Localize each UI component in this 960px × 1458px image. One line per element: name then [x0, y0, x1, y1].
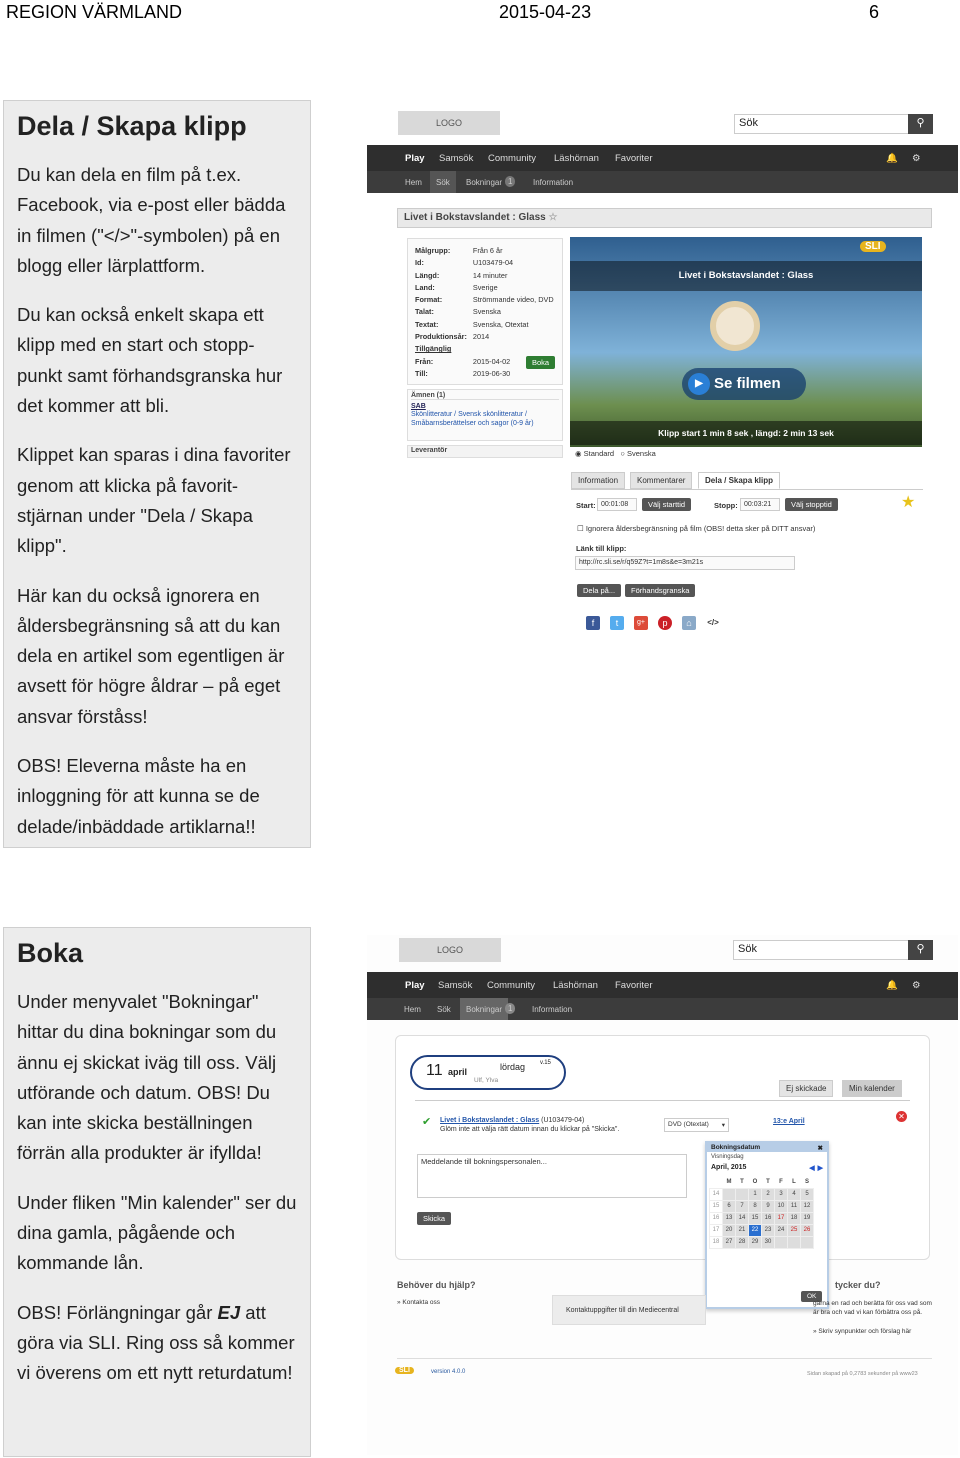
nav-play[interactable]: Play	[405, 979, 425, 991]
week-number: v.15	[540, 1060, 551, 1066]
calendar-day[interactable]: 8	[749, 1200, 762, 1212]
subnav-hem[interactable]: Hem	[404, 1004, 421, 1014]
date-picker-header	[707, 1143, 827, 1152]
calendar-day	[723, 1188, 736, 1200]
subjects-panel	[407, 389, 563, 441]
share-on-button[interactable]: Dela på...	[577, 584, 621, 597]
sli-footer-logo: SLI	[395, 1367, 414, 1374]
section-share-textbox	[3, 100, 311, 848]
meta-key: Land:	[415, 282, 435, 292]
date-month: april	[448, 1067, 468, 1077]
section-booking-textbox	[3, 927, 311, 1457]
week-number-cell: 15	[710, 1200, 723, 1212]
nav-play[interactable]: Play	[405, 152, 425, 164]
google-plus-icon[interactable]: g+	[634, 616, 648, 630]
meta-value: U103479-04	[472, 258, 514, 268]
video-thumbnail-shape	[710, 301, 760, 351]
nav-favoriter[interactable]: Favoriter	[615, 152, 653, 164]
week-number-cell: 17	[710, 1224, 723, 1236]
section-share-title: Dela / Skapa klipp	[17, 111, 247, 141]
tab-divider	[571, 489, 923, 490]
booking-item-id: (U103479-04)	[541, 1117, 585, 1124]
calendar-day[interactable]: 12	[801, 1200, 814, 1212]
calendar-day[interactable]: 18	[788, 1212, 801, 1224]
video-player[interactable]	[570, 237, 922, 447]
start-label: Start:	[576, 501, 596, 510]
film-title-text: Livet i Bokstavslandet : Glass	[404, 212, 546, 223]
footer-divider	[397, 1358, 932, 1359]
feedback-link[interactable]: » Skriv synpunkter och förslag här	[813, 1328, 912, 1335]
embed-icon[interactable]: </>	[706, 616, 720, 630]
subnav-bokningar[interactable]: Bokningar	[460, 998, 508, 1020]
bookings-count-badge: 1	[505, 1003, 515, 1014]
tab-divider	[415, 1100, 910, 1101]
date-weekday: lördag	[500, 1062, 526, 1072]
paragraph	[17, 1298, 297, 1389]
calendar-day[interactable]: 15	[749, 1212, 762, 1224]
calendar-day[interactable]: 27	[723, 1236, 736, 1248]
feedback-text: gärna en rad och berätta för oss vad som är bra och vad vi kan förbättra oss på.	[813, 1300, 932, 1316]
select-stop-button[interactable]: Välj stopptid	[785, 498, 838, 511]
calendar-grid	[709, 1177, 814, 1249]
film-title	[397, 208, 932, 228]
calendar-day	[788, 1236, 801, 1248]
calendar-day	[775, 1236, 788, 1248]
radio-icon[interactable]: ◉	[575, 449, 582, 458]
paragraph: OBS! Eleverna måste ha en inloggning för att kunna se de delade/inbäddade artiklarna!!	[17, 755, 260, 837]
search-icon[interactable]: ⚲	[908, 114, 933, 134]
contact-link[interactable]: » Kontakta oss	[397, 1299, 440, 1306]
nav-lashornan[interactable]: Läshörnan	[553, 979, 598, 991]
play-button[interactable]	[682, 368, 806, 400]
sli-logo: SLI	[860, 241, 886, 252]
meta-value: Sverige	[472, 282, 498, 292]
calendar-day[interactable]: 11	[788, 1200, 801, 1212]
date-day: 11	[426, 1062, 443, 1079]
weekday-header: F	[779, 1179, 783, 1186]
pinterest-icon[interactable]: p	[658, 616, 672, 630]
calendar-day[interactable]: 5	[801, 1188, 814, 1200]
nav-samsok[interactable]: Samsök	[439, 152, 474, 164]
text-span: att göra via SLI. Ring oss så kommer vi överens om ett nytt returdatum!	[17, 1301, 295, 1384]
weekday-header: O	[752, 1179, 758, 1186]
meta-value: 2019-06-30	[472, 368, 511, 378]
weekday-header: T	[766, 1179, 770, 1186]
help-title: Behöver du hjälp?	[397, 1280, 476, 1290]
subnav-bokningar[interactable]: Bokningar	[466, 177, 503, 187]
paragraph: Klippet kan sparas i dina favoriter genom att klicka på favorit-stjärnan under "Dela / Skapa klipp".	[17, 444, 291, 557]
weekday-header: M	[726, 1179, 732, 1186]
paragraph: Du kan dela en film på t.ex. Facebook, via e-post eller bädda in filmen ("</>"-symbolen) på en blogg eller lärplattform.	[17, 164, 286, 276]
weekday-header: T	[740, 1179, 744, 1186]
calendar-day[interactable]: 29	[749, 1236, 762, 1248]
calendar-day[interactable]: 6	[723, 1200, 736, 1212]
chevron-down-icon: ▾	[721, 1122, 725, 1129]
calendar-day[interactable]: 14	[736, 1212, 749, 1224]
tab-share-clip[interactable]: Dela / Skapa klipp	[698, 472, 780, 489]
date-picker-link[interactable]: 13:e April	[773, 1118, 805, 1125]
radio-svenska-label: Svenska	[626, 449, 656, 458]
booking-item	[440, 1116, 655, 1134]
message-textarea[interactable]	[417, 1154, 687, 1198]
meta-value: 2015-04-02	[472, 356, 511, 366]
favorite-star-icon[interactable]: ★	[901, 494, 916, 511]
subjects-header[interactable]: Ämnen (1)	[411, 392, 559, 400]
meta-key: Målgrupp:	[415, 246, 451, 255]
version-label: version 4.0.0	[431, 1369, 466, 1375]
prev-month-icon[interactable]: ◀	[809, 1165, 815, 1172]
calendar-day[interactable]: 19	[801, 1212, 814, 1224]
paragraph: Under menyvalet "Bokningar" hittar du dina bokningar som du ännu ej skickat iväg till oss. Välj utförande och datum. OBS! Du kan inte skicka beställningen förrän alla produkter är ifyllda!	[17, 991, 277, 1164]
tab-unsent[interactable]: Ej skickade	[779, 1080, 833, 1097]
calendar-day[interactable]: 20	[723, 1224, 736, 1236]
calendar-day[interactable]: 26	[801, 1224, 814, 1236]
send-button[interactable]: Skicka	[417, 1212, 451, 1225]
format-select[interactable]	[664, 1118, 729, 1132]
date-picker-label: Visningsdag	[711, 1154, 744, 1160]
calendar-day[interactable]: 30	[762, 1236, 775, 1248]
bell-icon[interactable]: 🔔	[886, 979, 898, 991]
sab-link[interactable]: Skönlitteratur / Svensk skönlitteratur / Småbarnsberättelser och sagor (0-9 år)	[411, 411, 534, 427]
weekday-header: L	[792, 1179, 796, 1186]
ok-button[interactable]: OK	[801, 1291, 822, 1302]
clip-info: Klipp start 1 min 8 sek , längd: 2 min 13 sek	[570, 421, 922, 445]
nav-favoriter[interactable]: Favoriter	[615, 979, 653, 991]
meta-value: Från 6 år	[472, 246, 503, 255]
section-booking-title: Boka	[17, 938, 84, 968]
preview-button[interactable]: Förhandsgranska	[625, 584, 695, 597]
calendar-day[interactable]: 16	[762, 1212, 775, 1224]
radio-standard-label: Standard	[583, 449, 615, 458]
calendar-day	[736, 1188, 749, 1200]
sub-nav	[367, 998, 958, 1020]
play-icon: ▶	[688, 373, 710, 395]
week-number-cell: 16	[710, 1212, 723, 1224]
main-nav	[367, 145, 958, 171]
clip-link-input[interactable]: http://rc.sli.se/r/q59Z?t=1m8s&e=3m21s	[575, 556, 795, 570]
bookings-count-badge: 1	[505, 176, 515, 187]
sub-nav	[367, 171, 958, 193]
search-input[interactable]: Sök	[733, 940, 909, 960]
ignore-age-label: Ignorera åldersbegränsning på film (OBS! detta sker på DITT ansvar)	[585, 524, 816, 533]
calendar-day[interactable]: 25	[788, 1224, 801, 1236]
check-icon: ✔	[422, 1116, 432, 1128]
paragraph: Under fliken "Min kalender" ser du dina gamla, pågående och kommande lån.	[17, 1191, 297, 1274]
booking-users: Ulf, Ylva	[474, 1077, 499, 1084]
calendar-day[interactable]: 17	[775, 1212, 788, 1224]
meta-value: Svenska	[472, 307, 501, 317]
meta-key: Id:	[415, 258, 424, 268]
calendar-day[interactable]: 2	[762, 1188, 775, 1200]
calendar-day[interactable]: 7	[736, 1200, 749, 1212]
booking-item-title[interactable]: Livet i Bokstavslandet : Glass	[440, 1117, 540, 1124]
meta-key: Till:	[415, 368, 428, 378]
header-page-number: 6	[869, 2, 880, 22]
link-label: Länk till klipp:	[576, 544, 627, 553]
facebook-icon[interactable]: f	[586, 616, 600, 630]
screenshot-booking	[367, 935, 958, 1455]
meta-value: 2014	[472, 332, 490, 342]
play-button-label: Se filmen	[714, 375, 781, 392]
video-title-overlay: Livet i Bokstavslandet : Glass	[570, 261, 922, 291]
availability-label: Tillgänglig	[415, 344, 452, 354]
date-picker-title: Bokningsdatum	[711, 1144, 761, 1151]
calendar-day[interactable]: 10	[775, 1200, 788, 1212]
meta-key: Från:	[415, 356, 434, 366]
meta-value: Svenska, Otextat	[472, 319, 529, 329]
main-nav	[367, 972, 958, 998]
calendar-day[interactable]: 24	[775, 1224, 788, 1236]
calendar-day[interactable]: 4	[788, 1188, 801, 1200]
select-start-button[interactable]: Välj starttid	[642, 498, 691, 511]
paragraph: Du kan också enkelt skapa ett klipp med en start och stopp-punkt samt förhandsgranska hur det kommer att bli.	[17, 304, 283, 417]
nav-community[interactable]: Community	[487, 979, 536, 991]
emphasis: EJ	[217, 1301, 241, 1323]
date-badge	[410, 1055, 566, 1090]
subnav-information[interactable]: Information	[532, 1004, 573, 1014]
calendar-day[interactable]: 23	[762, 1224, 775, 1236]
date-picker-month	[707, 1162, 827, 1173]
boka-button[interactable]: Boka	[526, 356, 555, 369]
ignore-age-option	[577, 524, 815, 533]
header-org: REGION VÄRMLAND	[6, 2, 183, 22]
week-number-cell: 18	[710, 1236, 723, 1248]
paragraph: Här kan du också ignorera en åldersbegränsning så att du kan dela en artikel som egentligen är avsett för högre åldrar – på eget ansvar förståss!	[17, 584, 285, 727]
meta-key: Textat:	[415, 319, 439, 329]
subnav-sok[interactable]: Sök	[437, 1004, 451, 1014]
screenshot-share	[367, 108, 958, 628]
feedback-title: tycker du?	[835, 1280, 881, 1290]
meta-key: Längd:	[415, 270, 440, 280]
gear-icon[interactable]: ⚙	[912, 152, 921, 164]
search-icon[interactable]: ⚲	[908, 940, 933, 960]
nav-community[interactable]: Community	[488, 152, 537, 164]
calendar-day[interactable]: 3	[775, 1188, 788, 1200]
logo[interactable]: LOGO	[398, 111, 500, 135]
remove-icon[interactable]: ✕	[896, 1111, 907, 1122]
week-number-cell: 14	[710, 1188, 723, 1200]
header-date: 2015-04-23	[499, 2, 592, 22]
email-icon[interactable]: ⌂	[682, 616, 696, 630]
subtitle-options	[575, 449, 656, 458]
radio-icon[interactable]: ○	[620, 449, 625, 458]
calendar-day[interactable]: 13	[723, 1212, 736, 1224]
message-placeholder: Meddelande till bokningspersonalen...	[421, 1157, 547, 1166]
twitter-icon[interactable]: t	[610, 616, 624, 630]
booking-item-note: Glöm inte att välja rätt datum innan du klickar på "Skicka".	[440, 1126, 620, 1133]
meta-key: Format:	[415, 295, 443, 305]
calendar-month-label: April, 2015	[711, 1164, 747, 1171]
calendar-day-selected[interactable]: 22	[749, 1224, 762, 1236]
weekday-header: S	[804, 1179, 809, 1186]
render-time-label: Sidan skapad på 0,2783 sekunder på www23	[807, 1371, 918, 1377]
meta-key: Talat:	[415, 307, 434, 317]
contact-info-button[interactable]: Kontaktuppgifter till din Mediecentral	[552, 1295, 706, 1325]
checkbox-icon[interactable]: ☐	[577, 524, 584, 533]
tab-information[interactable]: Information	[571, 472, 625, 489]
subnav-sok[interactable]: Sök	[430, 171, 456, 193]
meta-value: Strömmande video, DVD	[472, 295, 554, 305]
gear-icon[interactable]: ⚙	[912, 979, 921, 991]
text-span: OBS! Förlängningar går	[17, 1301, 218, 1323]
subnav-hem[interactable]: Hem	[405, 177, 422, 187]
subnav-information[interactable]: Information	[533, 177, 574, 187]
logo[interactable]: LOGO	[399, 938, 501, 962]
nav-lashornan[interactable]: Läshörnan	[554, 152, 599, 164]
format-select-value: DVD (Otextat)	[668, 1121, 709, 1128]
star-icon[interactable]: ☆	[548, 212, 558, 223]
supplier-panel[interactable]: Leverantör	[407, 445, 563, 458]
sab-label: SAB	[411, 403, 426, 410]
stop-time-input[interactable]: 00:03:21	[740, 498, 780, 511]
meta-key: Produktionsår:	[415, 332, 467, 342]
tab-comments[interactable]: Kommentarer	[630, 472, 692, 489]
tab-my-calendar[interactable]: Min kalender	[842, 1080, 902, 1097]
nav-samsok[interactable]: Samsök	[438, 979, 473, 991]
calendar-day	[801, 1236, 814, 1248]
calendar-day[interactable]: 9	[762, 1200, 775, 1212]
calendar-day[interactable]: 28	[736, 1236, 749, 1248]
calendar-day[interactable]: 21	[736, 1224, 749, 1236]
stop-label: Stopp:	[714, 501, 738, 510]
start-time-input[interactable]: 00:01:08	[597, 498, 637, 511]
week-col-header	[710, 1177, 723, 1188]
next-month-icon[interactable]: ▶	[817, 1165, 823, 1172]
close-icon[interactable]: ✖	[817, 1145, 823, 1152]
film-metadata	[407, 238, 563, 385]
search-input[interactable]: Sök	[734, 114, 909, 134]
date-picker-dialog	[705, 1141, 829, 1309]
calendar-day[interactable]: 1	[749, 1188, 762, 1200]
bell-icon[interactable]: 🔔	[886, 152, 898, 164]
meta-value: 14 minuter	[472, 270, 508, 280]
